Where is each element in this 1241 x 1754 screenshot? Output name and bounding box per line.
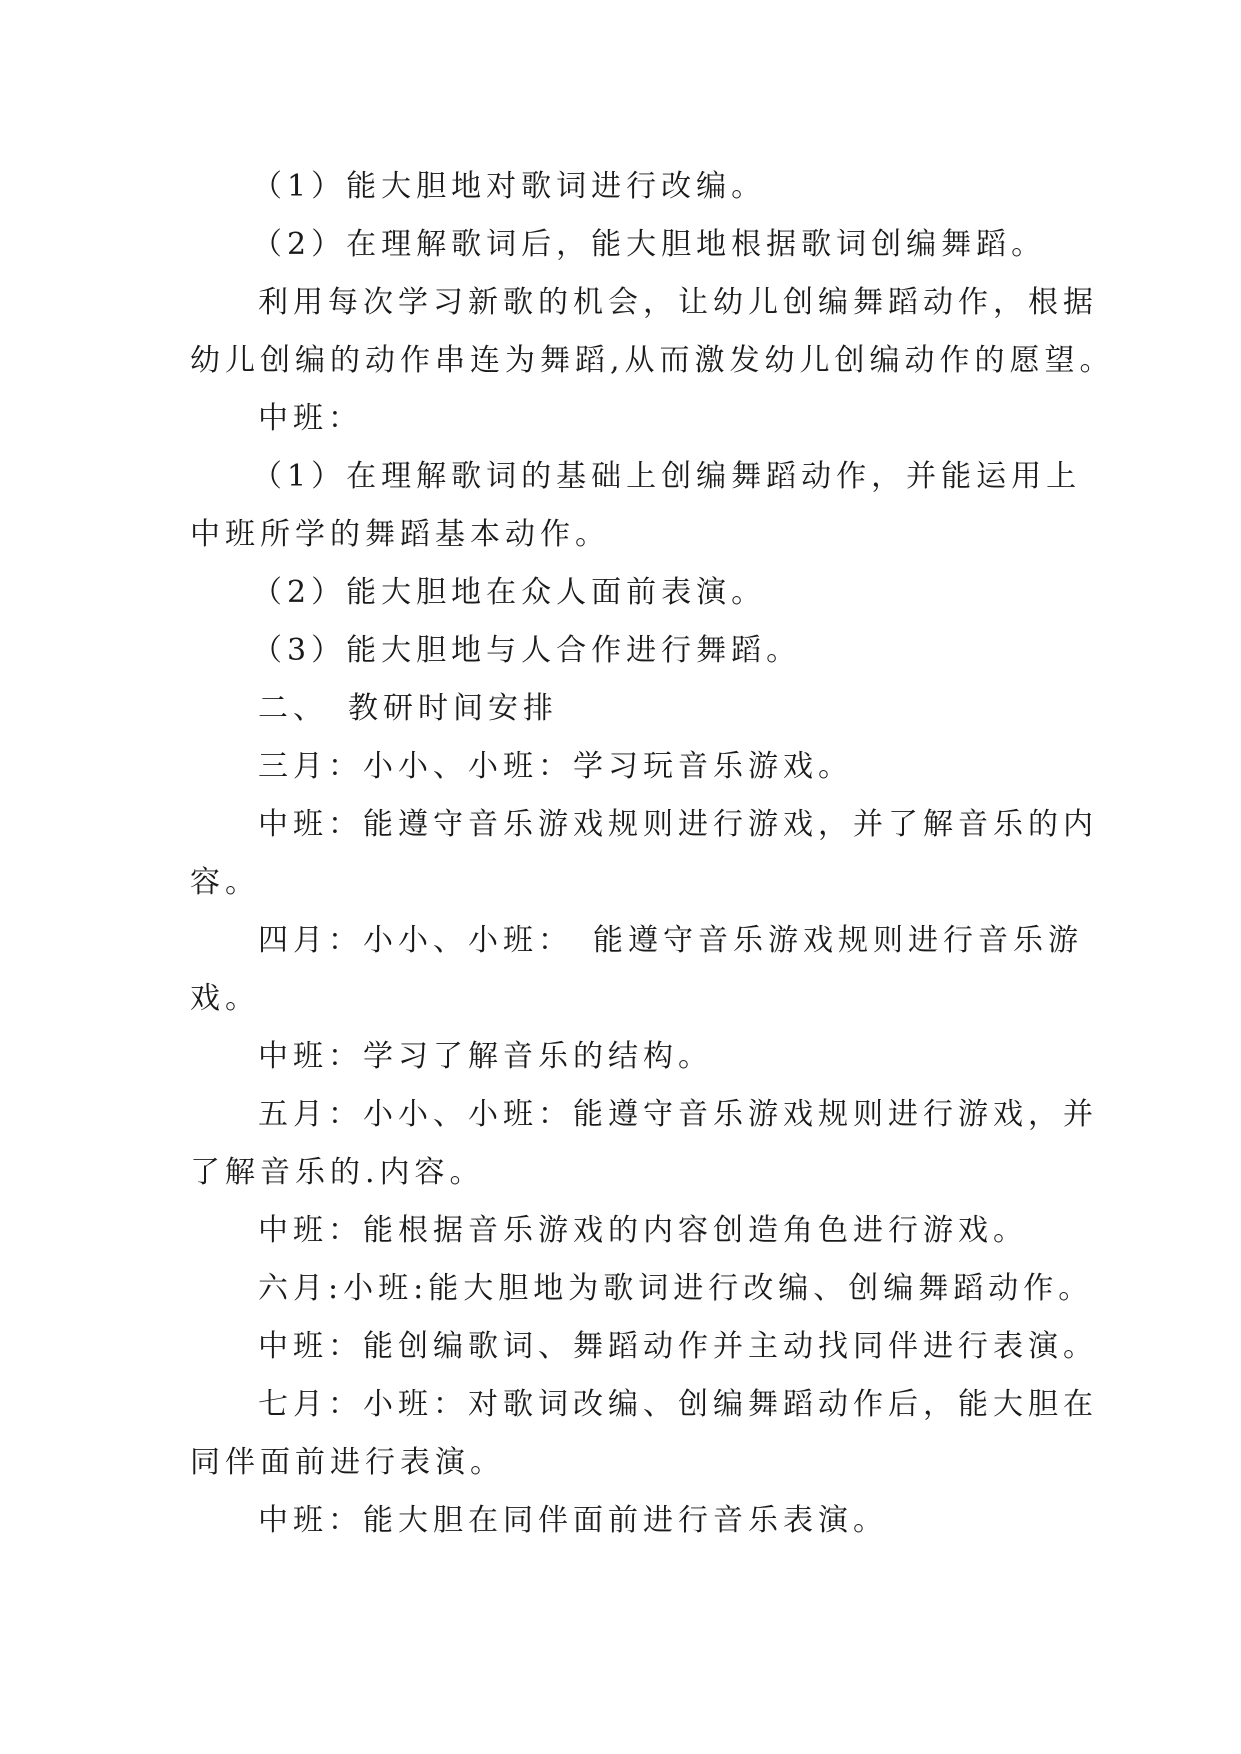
paragraph-5: 中班： — [258, 401, 363, 436]
paragraph-21: 中班：能创编歌词、舞蹈动作并主动找同伴进行表演。 — [258, 1329, 1098, 1364]
paragraph-15: 戏。 — [190, 981, 260, 1016]
paragraph-13: 容。 — [190, 865, 260, 900]
paragraph-11: 三月：小小、小班：学习玩音乐游戏。 — [258, 749, 853, 784]
document-body — [190, 158, 1115, 1550]
paragraph-14: 四月：小小、小班： 能遵守音乐游戏规则进行音乐游 — [258, 923, 1083, 958]
paragraph-23: 同伴面前进行表演。 — [190, 1445, 505, 1480]
paragraph-24: 中班：能大胆在同伴面前进行音乐表演。 — [258, 1503, 888, 1538]
paragraph-17: 五月：小小、小班：能遵守音乐游戏规则进行游戏，并 — [258, 1097, 1098, 1132]
paragraph-16: 中班：学习了解音乐的结构。 — [258, 1039, 713, 1074]
paragraph-3: 利用每次学习新歌的机会，让幼儿创编舞蹈动作，根据 — [258, 285, 1098, 320]
paragraph-4: 幼儿创编的动作串连为舞蹈,从而激发幼儿创编动作的愿望。 — [190, 343, 1115, 378]
section-heading: 二、 教研时间安排 — [258, 691, 558, 726]
paragraph-7: 中班所学的舞蹈基本动作。 — [190, 517, 610, 552]
paragraph-20: 六月:小班:能大胆地为歌词进行改编、创编舞蹈动作。 — [258, 1271, 1094, 1306]
paragraph-2: （2）在理解歌词后，能大胆地根据歌词创编舞蹈。 — [252, 227, 1047, 262]
paragraph-6: （1）在理解歌词的基础上创编舞蹈动作，并能运用上 — [252, 459, 1082, 494]
paragraph-1: （1）能大胆地对歌词进行改编。 — [252, 169, 767, 204]
paragraph-22: 七月：小班：对歌词改编、创编舞蹈动作后，能大胆在 — [258, 1387, 1098, 1422]
paragraph-9: （3）能大胆地与人合作进行舞蹈。 — [252, 633, 802, 668]
paragraph-12: 中班：能遵守音乐游戏规则进行游戏，并了解音乐的内 — [258, 807, 1098, 842]
paragraph-19: 中班：能根据音乐游戏的内容创造角色进行游戏。 — [258, 1213, 1028, 1248]
paragraph-8: （2）能大胆地在众人面前表演。 — [252, 575, 767, 610]
paragraph-18: 了解音乐的.内容。 — [190, 1155, 485, 1190]
